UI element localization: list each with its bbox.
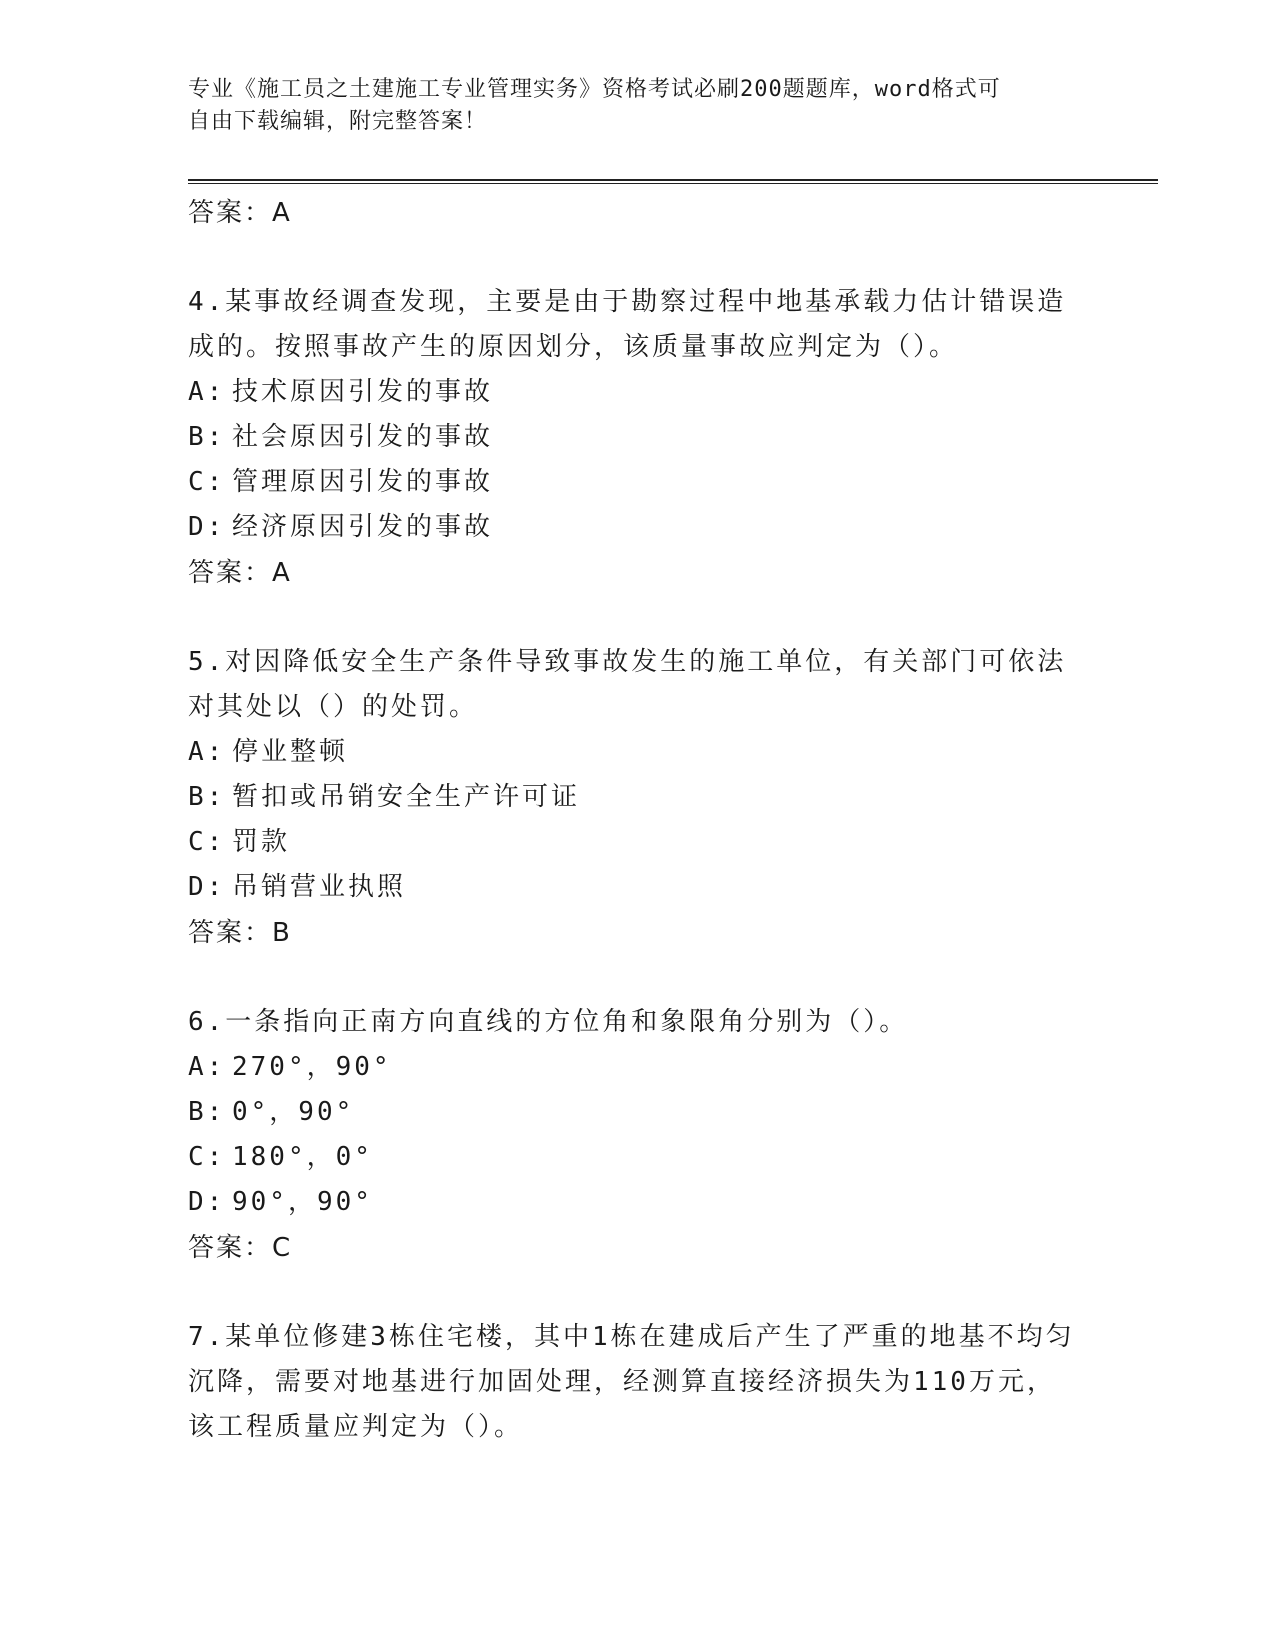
- option-a: [188, 1045, 1088, 1090]
- option-letter: A:: [188, 377, 226, 407]
- answer-label: 答案：A: [188, 558, 292, 588]
- option-b: [188, 1090, 1088, 1135]
- option-letter: A:: [188, 737, 226, 767]
- option-letter: B:: [188, 1097, 226, 1127]
- option-letter: A:: [188, 1052, 226, 1082]
- question-stem: 6.一条指向正南方向直线的方位角和象限角分别为（）。: [188, 1007, 909, 1037]
- answer-label: 答案：B: [188, 918, 292, 948]
- option-text: 管理原因引发的事故: [232, 467, 494, 497]
- option-letter: D:: [188, 1187, 226, 1217]
- option-d: [188, 505, 1088, 550]
- option-text: 经济原因引发的事故: [232, 512, 494, 542]
- option-a: [188, 370, 1088, 415]
- option-c: [188, 1135, 1088, 1180]
- option-text: 社会原因引发的事故: [232, 422, 494, 452]
- option-letter: C:: [188, 1142, 226, 1172]
- header-line-1: 专业《施工员之土建施工专业管理实务》资格考试必刷200题题库，word格式可: [188, 77, 1001, 102]
- option-text: 罚款: [232, 827, 291, 857]
- question-stem: 7.某单位修建3栋住宅楼，其中1栋在建成后产生了严重的地基不均匀沉降，需要对地基进行加固处理，经测算直接经济损失为110万元，该工程质量应判定为（）。: [188, 1322, 1075, 1442]
- option-text: 0°，90°: [232, 1097, 355, 1127]
- option-d: [188, 1180, 1088, 1225]
- question-item: [188, 1000, 1088, 1271]
- question-item: [188, 1315, 1088, 1450]
- option-letter: D:: [188, 872, 226, 902]
- option-letter: C:: [188, 467, 226, 497]
- question-item: [188, 280, 1088, 596]
- option-b: [188, 775, 1088, 820]
- option-c: [188, 820, 1088, 865]
- option-text: 90°，90°: [232, 1187, 373, 1217]
- option-a: [188, 730, 1088, 775]
- answer-label: 答案：A: [188, 198, 292, 228]
- option-letter: B:: [188, 422, 226, 452]
- option-letter: B:: [188, 782, 226, 812]
- option-letter: C:: [188, 827, 226, 857]
- question-list: [188, 190, 1088, 1450]
- document-header: [188, 74, 1068, 138]
- header-line-2: 自由下载编辑，附完整答案！: [188, 109, 488, 134]
- header-divider: [188, 179, 1158, 184]
- answer-label: 答案：C: [188, 1233, 293, 1263]
- option-text: 270°，90°: [232, 1052, 392, 1082]
- option-letter: D:: [188, 512, 226, 542]
- option-text: 180°，0°: [232, 1142, 373, 1172]
- option-b: [188, 415, 1088, 460]
- option-c: [188, 460, 1088, 505]
- option-text: 技术原因引发的事故: [232, 377, 494, 407]
- question-item: [188, 640, 1088, 956]
- question-stem: 4.某事故经调查发现，主要是由于勘察过程中地基承载力估计错误造成的。按照事故产生的原因划分，该质量事故应判定为（）。: [188, 287, 1067, 362]
- question-stem: 5.对因降低安全生产条件导致事故发生的施工单位，有关部门可依法对其处以（）的处罚。: [188, 647, 1067, 722]
- option-text: 暂扣或吊销安全生产许可证: [232, 782, 581, 812]
- option-text: 吊销营业执照: [232, 872, 407, 902]
- option-d: [188, 865, 1088, 910]
- option-text: 停业整顿: [232, 737, 349, 767]
